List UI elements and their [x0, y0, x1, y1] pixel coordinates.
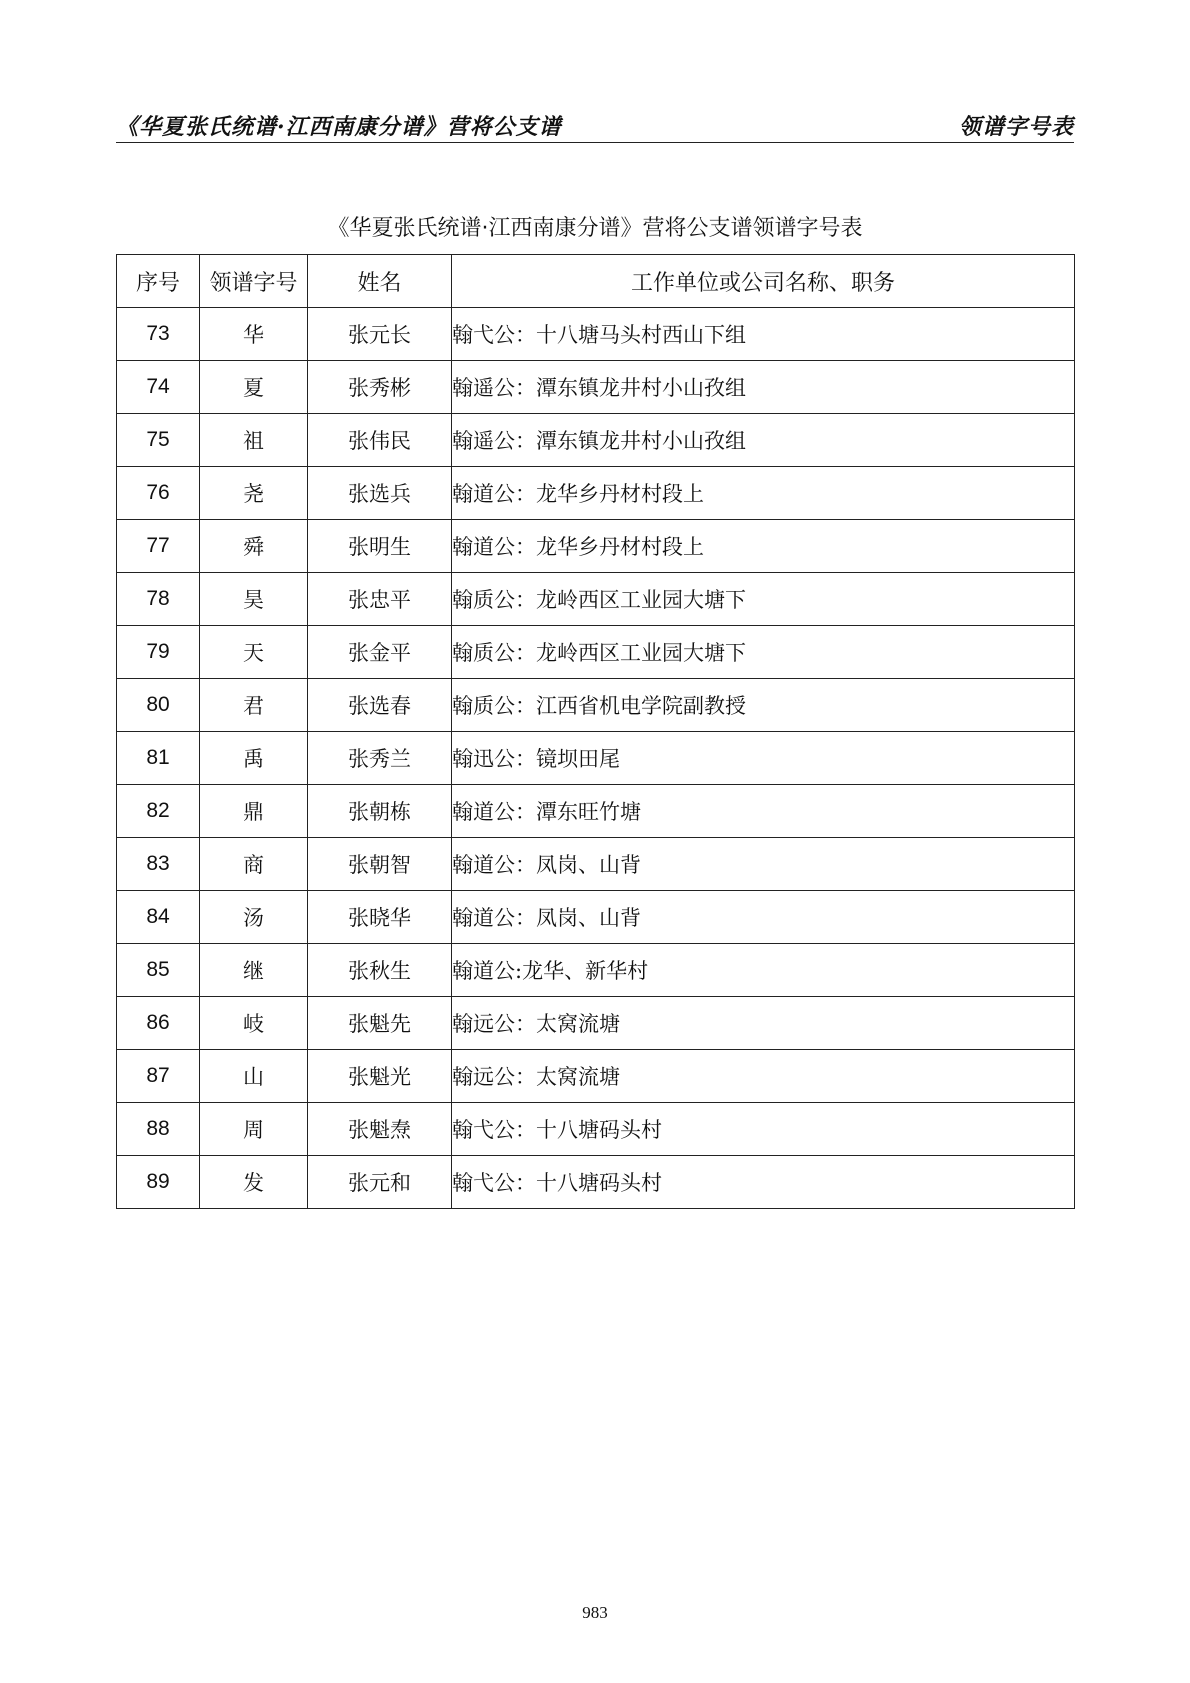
row-char-cell: 祖: [200, 414, 308, 467]
table-row: [117, 467, 1075, 520]
header-row: [117, 255, 1075, 308]
row-info-cell: 翰道公：潭东旺竹塘: [452, 785, 1075, 838]
row-name-cell: 张魁先: [308, 997, 452, 1050]
column-header-info: 工作单位或公司名称、职务: [452, 255, 1075, 308]
row-info-cell: 翰弋公：十八塘码头村: [452, 1156, 1075, 1209]
row-number-cell: 76: [117, 467, 200, 520]
table-row: [117, 308, 1075, 361]
row-name-cell: 张忠平: [308, 573, 452, 626]
row-number-cell: 75: [117, 414, 200, 467]
row-name-cell: 张明生: [308, 520, 452, 573]
row-info-cell: 翰迅公：镜坝田尾: [452, 732, 1075, 785]
row-number-cell: 83: [117, 838, 200, 891]
row-char-cell: 发: [200, 1156, 308, 1209]
row-number-cell: 82: [117, 785, 200, 838]
row-char-cell: 舜: [200, 520, 308, 573]
row-info-cell: 翰远公：太窝流塘: [452, 997, 1075, 1050]
table-header: [117, 255, 1075, 308]
column-header-name: 姓名: [308, 255, 452, 308]
row-info-cell: 翰道公：凤岗、山背: [452, 891, 1075, 944]
table-row: [117, 997, 1075, 1050]
table-row: [117, 573, 1075, 626]
column-header-no: 序号: [117, 255, 200, 308]
row-name-cell: 张魁光: [308, 1050, 452, 1103]
row-info-cell: 翰遥公：潭东镇龙井村小山孜组: [452, 414, 1075, 467]
row-name-cell: 张朝智: [308, 838, 452, 891]
row-info-cell: 翰弋公：十八塘马头村西山下组: [452, 308, 1075, 361]
row-number-cell: 84: [117, 891, 200, 944]
row-char-cell: 鼎: [200, 785, 308, 838]
table-row: [117, 361, 1075, 414]
table-body: [117, 308, 1075, 1209]
running-header: [116, 112, 1074, 143]
row-number-cell: 73: [117, 308, 200, 361]
row-char-cell: 周: [200, 1103, 308, 1156]
row-name-cell: 张秋生: [308, 944, 452, 997]
row-name-cell: 张魁焘: [308, 1103, 452, 1156]
row-number-cell: 81: [117, 732, 200, 785]
row-name-cell: 张秀彬: [308, 361, 452, 414]
row-char-cell: 汤: [200, 891, 308, 944]
table-row: [117, 679, 1075, 732]
row-info-cell: 翰质公：龙岭西区工业园大塘下: [452, 573, 1075, 626]
table-row: [117, 1156, 1075, 1209]
row-char-cell: 禹: [200, 732, 308, 785]
row-info-cell: 翰道公：龙华乡丹材村段上: [452, 520, 1075, 573]
table-row: [117, 520, 1075, 573]
row-number-cell: 77: [117, 520, 200, 573]
table-row: [117, 732, 1075, 785]
row-char-cell: 山: [200, 1050, 308, 1103]
row-number-cell: 74: [117, 361, 200, 414]
table-row: [117, 1050, 1075, 1103]
table-title: 《华夏张氏统谱·江西南康分谱》营将公支谱领谱字号表: [327, 216, 863, 241]
row-info-cell: 翰道公:龙华、新华村: [452, 944, 1075, 997]
row-info-cell: 翰质公：江西省机电学院副教授: [452, 679, 1075, 732]
row-number-cell: 80: [117, 679, 200, 732]
row-char-cell: 昊: [200, 573, 308, 626]
header-section-title: 领谱字号表: [958, 114, 1074, 140]
table-row: [117, 891, 1075, 944]
row-char-cell: 天: [200, 626, 308, 679]
row-name-cell: 张选春: [308, 679, 452, 732]
row-char-cell: 夏: [200, 361, 308, 414]
row-char-cell: 商: [200, 838, 308, 891]
row-number-cell: 79: [117, 626, 200, 679]
table-row: [117, 785, 1075, 838]
row-number-cell: 86: [117, 997, 200, 1050]
row-info-cell: 翰遥公：潭东镇龙井村小山孜组: [452, 361, 1075, 414]
row-char-cell: 继: [200, 944, 308, 997]
table-row: [117, 1103, 1075, 1156]
row-number-cell: 78: [117, 573, 200, 626]
row-info-cell: 翰远公：太窝流塘: [452, 1050, 1075, 1103]
row-number-cell: 87: [117, 1050, 200, 1103]
row-number-cell: 88: [117, 1103, 200, 1156]
row-info-cell: 翰弋公：十八塘码头村: [452, 1103, 1075, 1156]
row-char-cell: 君: [200, 679, 308, 732]
table-row: [117, 414, 1075, 467]
row-char-cell: 华: [200, 308, 308, 361]
table-row: [117, 626, 1075, 679]
row-number-cell: 85: [117, 944, 200, 997]
row-name-cell: 张元和: [308, 1156, 452, 1209]
row-info-cell: 翰道公：龙华乡丹材村段上: [452, 467, 1075, 520]
row-name-cell: 张元长: [308, 308, 452, 361]
roster-table: [116, 254, 1075, 1209]
page-number: 983: [582, 1603, 608, 1622]
header-book-title: 《华夏张氏统谱·江西南康分谱》营将公支谱: [116, 114, 562, 140]
row-number-cell: 89: [117, 1156, 200, 1209]
table-row: [117, 944, 1075, 997]
row-name-cell: 张伟民: [308, 414, 452, 467]
table-row: [117, 838, 1075, 891]
row-name-cell: 张金平: [308, 626, 452, 679]
column-header-char: 领谱字号: [200, 255, 308, 308]
row-name-cell: 张选兵: [308, 467, 452, 520]
row-name-cell: 张朝栋: [308, 785, 452, 838]
row-name-cell: 张晓华: [308, 891, 452, 944]
row-name-cell: 张秀兰: [308, 732, 452, 785]
row-char-cell: 尧: [200, 467, 308, 520]
row-info-cell: 翰道公：凤岗、山背: [452, 838, 1075, 891]
row-info-cell: 翰质公：龙岭西区工业园大塘下: [452, 626, 1075, 679]
row-char-cell: 岐: [200, 997, 308, 1050]
